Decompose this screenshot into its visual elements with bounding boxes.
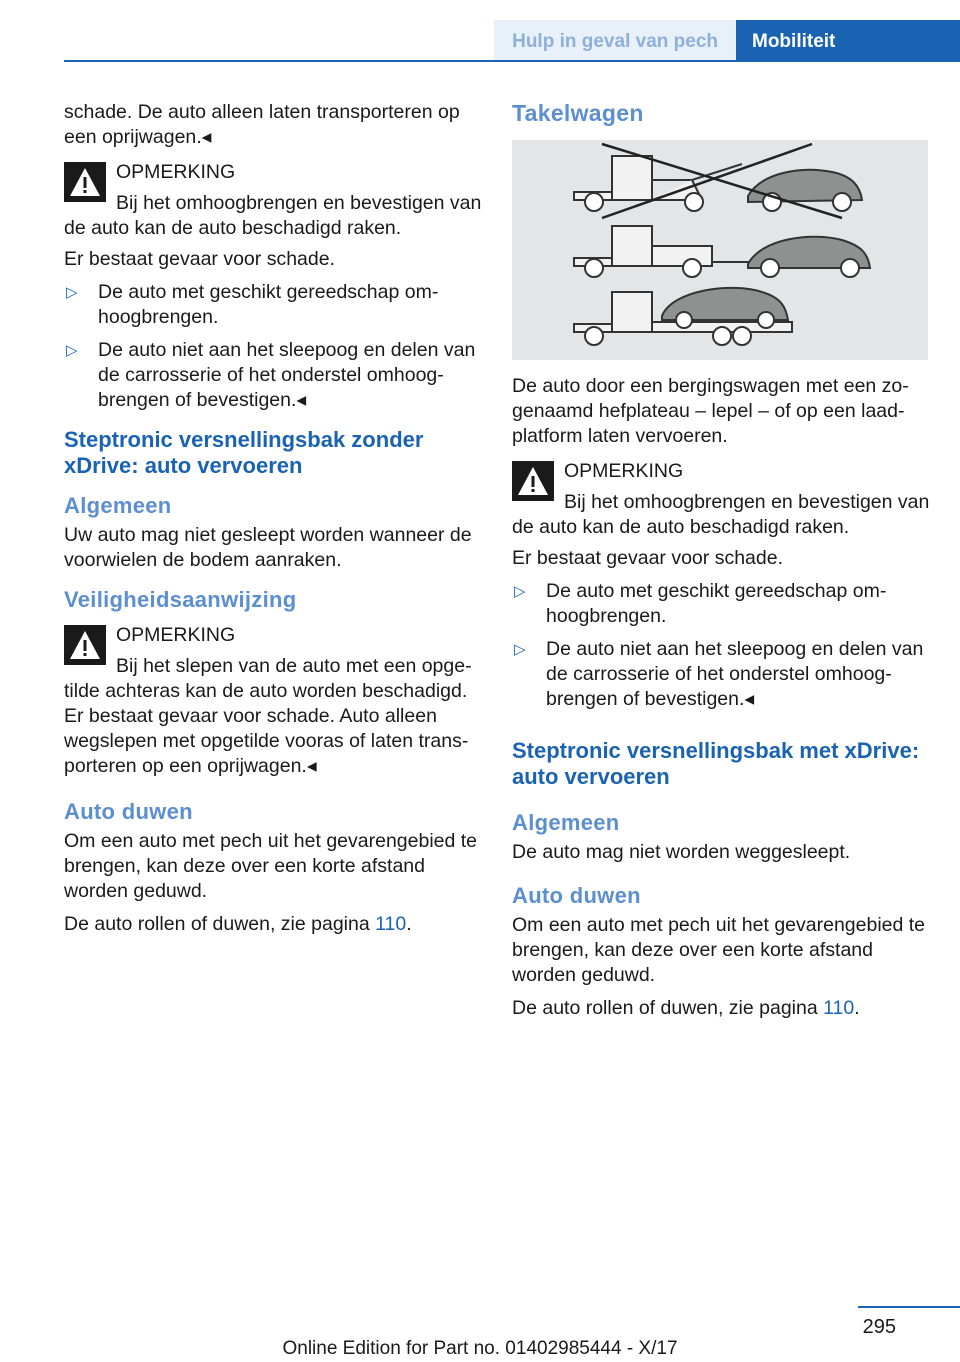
- warning-icon: [64, 162, 106, 202]
- paragraph: Om een auto met pech uit het gevarengebied te brengen, kan deze over een korte afstand worden geduwd.: [64, 830, 478, 902]
- list-item: ▷ De auto niet aan het sleepoog en delen van de carrosserie of het onderstel omhoogbrengen of bevestigen.◂: [514, 638, 924, 710]
- warning-text: Bij het omhoogbrengen en bevestigen van de auto kan de auto beschadigd raken.: [64, 192, 482, 239]
- warning-text: Bij het slepen van de auto met een opgetilde achteras kan de auto worden beschadigd. Er bestaat gevaar voor schade. Auto alleen wegslepen met opgetilde vooras of laten transporteren op een oprijwagen.◂: [64, 655, 472, 777]
- paragraph: De auto rollen of duwen, zie pagina 110.: [64, 913, 412, 935]
- page-number-rule: [858, 1306, 960, 1308]
- bullet-list: [512, 579, 930, 712]
- subheading: Veiligheidsaanwijzing: [64, 587, 297, 612]
- warning-block: [64, 160, 482, 241]
- warning-heading: OPMERKING: [564, 460, 684, 482]
- subheading: Algemeen: [512, 810, 620, 835]
- section-tab[interactable]: Hulp in geval van pech: [494, 20, 736, 60]
- subheading: Auto duwen: [64, 799, 193, 824]
- tow-truck-drawing: [512, 140, 928, 360]
- chapter-tab[interactable]: Mobiliteit: [736, 20, 960, 62]
- warning-block: [64, 623, 482, 779]
- paragraph: Er bestaat gevaar voor schade.: [512, 547, 783, 569]
- tow-truck-illustration: [512, 140, 928, 360]
- section-heading: Steptronic versnellingsbak zonder xDrive: auto vervoeren: [64, 427, 424, 478]
- bullet-triangle-icon: ▷: [514, 641, 526, 658]
- paragraph: schade. De auto alleen laten transporteren op een oprijwagen.◂: [64, 101, 460, 148]
- page-link[interactable]: 110: [375, 913, 407, 935]
- left-column: [64, 100, 482, 945]
- page-header: [0, 0, 960, 62]
- subheading: Auto duwen: [512, 883, 641, 908]
- list-item: ▷ De auto met geschikt gereedschap omhoogbrengen.: [66, 281, 439, 328]
- list-item: ▷ De auto met geschikt gereedschap omhoogbrengen.: [514, 580, 887, 627]
- header-rule: [64, 60, 960, 62]
- warning-icon: [64, 625, 106, 665]
- warning-block: [512, 459, 930, 540]
- warning-heading: OPMERKING: [116, 624, 236, 646]
- paragraph: De auto rollen of duwen, zie pagina 110.: [512, 997, 860, 1019]
- paragraph: De auto mag niet worden weggesleept.: [512, 841, 851, 863]
- edition-footer: Online Edition for Part no. 01402985444 - X/17: [282, 1338, 678, 1359]
- page-number: 295: [862, 1316, 896, 1338]
- warning-heading: OPMERKING: [116, 161, 236, 183]
- paragraph: Er bestaat gevaar voor schade.: [64, 248, 335, 270]
- section-heading: Steptronic versnellingsbak met xDrive: auto vervoeren: [512, 738, 920, 789]
- list-item: ▷ De auto niet aan het sleepoog en delen van de carrosserie of het onderstel omhoogbrengen of bevestigen.◂: [66, 339, 476, 411]
- paragraph: De auto door een bergingswagen met een zogenaamd hefplateau – lepel – of op een laadplatform laten vervoeren.: [512, 375, 909, 447]
- paragraph: Om een auto met pech uit het gevarengebied te brengen, kan deze over een korte afstand worden geduwd.: [512, 914, 926, 986]
- page-link[interactable]: 110: [823, 997, 855, 1019]
- warning-icon: [512, 461, 554, 501]
- warning-text: Bij het omhoogbrengen en bevestigen van de auto kan de auto beschadigd raken.: [512, 491, 930, 538]
- bullet-list: [64, 280, 482, 413]
- subheading: Takelwagen: [512, 100, 644, 126]
- paragraph: Uw auto mag niet gesleept worden wanneer de voorwielen de bodem aanraken.: [64, 524, 472, 571]
- bullet-triangle-icon: ▷: [514, 583, 526, 600]
- right-column: [512, 100, 930, 1029]
- subheading: Algemeen: [64, 493, 172, 518]
- bullet-triangle-icon: ▷: [66, 284, 78, 301]
- bullet-triangle-icon: ▷: [66, 342, 78, 359]
